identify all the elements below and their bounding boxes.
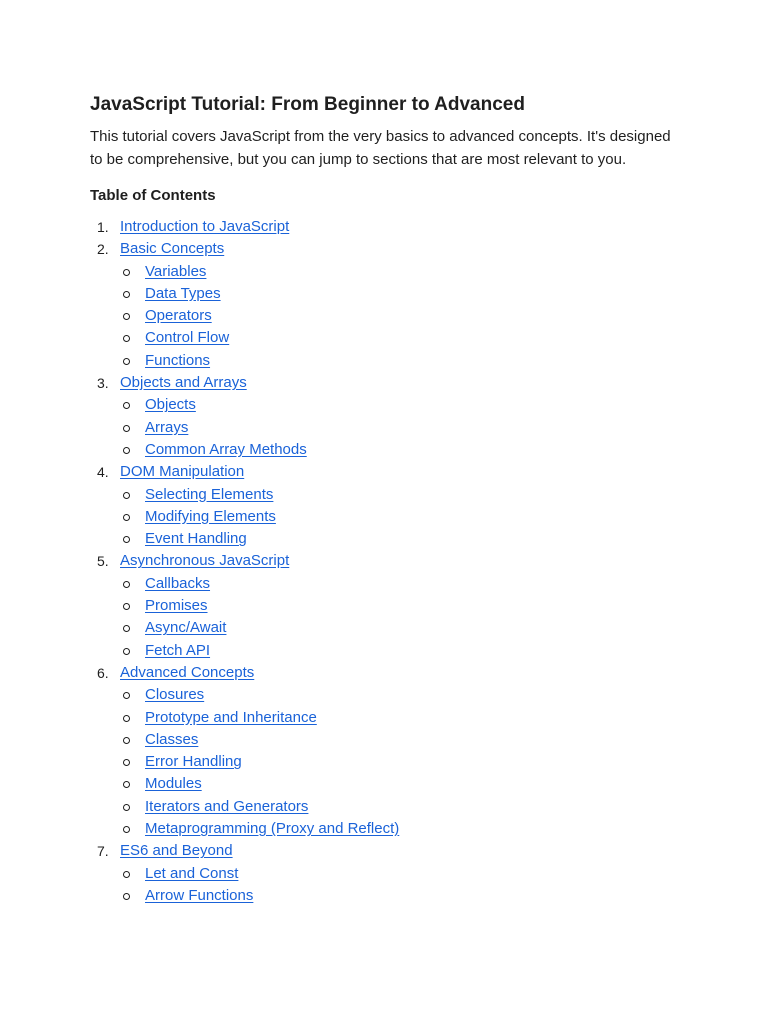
toc-sublink[interactable]: Functions: [145, 351, 211, 369]
hollow-circle-bullet-icon: [123, 781, 130, 788]
toc-subitem: [120, 885, 678, 907]
toc-subitem: [120, 305, 678, 327]
toc-subitem: [120, 283, 678, 305]
toc-item-number: 1.: [97, 219, 109, 235]
toc-sublink[interactable]: Modules: [145, 775, 202, 793]
toc-sublink[interactable]: Selecting Elements: [145, 485, 274, 503]
toc-sublink[interactable]: Callbacks: [145, 574, 211, 592]
table-of-contents: [90, 216, 678, 907]
hollow-circle-bullet-icon: [123, 581, 130, 588]
toc-sublink[interactable]: Objects: [145, 396, 196, 414]
toc-link[interactable]: Advanced Concepts: [120, 663, 255, 681]
toc-subitem: [120, 528, 678, 550]
toc-subitem: [120, 818, 678, 840]
toc-item: [90, 840, 678, 907]
hollow-circle-bullet-icon: [123, 603, 130, 610]
toc-item-number: 6.: [97, 664, 109, 681]
toc-sublink[interactable]: Closures: [145, 686, 205, 704]
toc-item-number: 5.: [97, 553, 109, 570]
toc-subitem: [120, 729, 678, 751]
toc-sublink[interactable]: Promises: [145, 597, 208, 615]
toc-item-number: 7.: [97, 843, 109, 860]
toc-subitem: [120, 261, 678, 283]
hollow-circle-bullet-icon: [123, 358, 130, 365]
toc-link[interactable]: Basic Concepts: [120, 240, 225, 258]
hollow-circle-bullet-icon: [123, 536, 130, 543]
hollow-circle-bullet-icon: [123, 759, 130, 766]
toc-sublink[interactable]: Async/Await: [145, 619, 227, 637]
toc-sublink[interactable]: Let and Const: [145, 864, 239, 882]
hollow-circle-bullet-icon: [123, 269, 130, 276]
toc-link[interactable]: DOM Manipulation: [120, 463, 245, 481]
hollow-circle-bullet-icon: [123, 425, 130, 432]
toc-item: [90, 216, 678, 238]
toc-subitem: [120, 506, 678, 528]
hollow-circle-bullet-icon: [123, 737, 130, 744]
toc-sublist: [120, 394, 678, 461]
hollow-circle-bullet-icon: [123, 893, 130, 900]
toc-subitem: [120, 707, 678, 729]
toc-item: [90, 238, 678, 372]
toc-sublist: [120, 261, 678, 372]
toc-subitem: [120, 595, 678, 617]
hollow-circle-bullet-icon: [123, 871, 130, 878]
toc-sublink[interactable]: Operators: [145, 307, 212, 325]
toc-sublink[interactable]: Prototype and Inheritance: [145, 708, 317, 726]
toc-item: [90, 461, 678, 550]
toc-link[interactable]: Introduction to JavaScript: [120, 218, 290, 235]
toc-sublink[interactable]: Metaprogramming (Proxy and Reflect): [145, 820, 400, 838]
toc-subitem: [120, 617, 678, 639]
hollow-circle-bullet-icon: [123, 692, 130, 699]
toc-subitem: [120, 751, 678, 773]
intro-paragraph: This tutorial covers JavaScript from the very basics to advanced concepts. It's designed to be comprehensive, but you can jump to sections that are most relevant to you.: [90, 128, 671, 168]
toc-subitem: [120, 394, 678, 416]
toc-sublink[interactable]: Event Handling: [145, 530, 247, 548]
toc-link[interactable]: ES6 and Beyond: [120, 842, 233, 860]
toc-item-number: 2.: [97, 241, 109, 258]
toc-sublink[interactable]: Common Array Methods: [145, 440, 307, 458]
hollow-circle-bullet-icon: [123, 625, 130, 632]
toc-subitem: [120, 573, 678, 595]
toc-sublink[interactable]: Modifying Elements: [145, 507, 276, 525]
toc-link[interactable]: Asynchronous JavaScript: [120, 552, 290, 570]
hollow-circle-bullet-icon: [123, 291, 130, 298]
toc-sublist: [120, 684, 678, 840]
hollow-circle-bullet-icon: [123, 514, 130, 521]
toc-sublist: [120, 863, 678, 908]
toc-sublink[interactable]: Variables: [145, 262, 207, 280]
toc-item-number: 3.: [97, 375, 109, 392]
hollow-circle-bullet-icon: [123, 492, 130, 499]
toc-sublink[interactable]: Data Types: [145, 284, 221, 302]
toc-sublist: [120, 484, 678, 551]
toc-sublink[interactable]: Arrays: [145, 418, 189, 436]
document-title: JavaScript Tutorial: From Beginner to Advanced: [90, 94, 525, 115]
toc-item: [90, 550, 678, 661]
hollow-circle-bullet-icon: [123, 804, 130, 811]
toc-subitem: [120, 796, 678, 818]
toc-heading: Table of Contents: [90, 187, 216, 204]
toc-sublink[interactable]: Classes: [145, 730, 199, 748]
hollow-circle-bullet-icon: [123, 313, 130, 320]
hollow-circle-bullet-icon: [123, 402, 130, 409]
toc-sublist: [120, 573, 678, 662]
toc-subitem: [120, 640, 678, 662]
toc-sublink[interactable]: Control Flow: [145, 329, 230, 347]
hollow-circle-bullet-icon: [123, 447, 130, 454]
hollow-circle-bullet-icon: [123, 335, 130, 342]
toc-sublink[interactable]: Arrow Functions: [145, 886, 254, 904]
toc-subitem: [120, 684, 678, 706]
toc-sublink[interactable]: Error Handling: [145, 753, 242, 771]
toc-subitem: [120, 773, 678, 795]
toc-subitem: [120, 484, 678, 506]
toc-subitem: [120, 327, 678, 349]
toc-item-number: 4.: [97, 464, 109, 481]
toc-item: [90, 662, 678, 840]
toc-subitem: [120, 439, 678, 461]
toc-subitem: [120, 417, 678, 439]
toc-item: [90, 372, 678, 461]
hollow-circle-bullet-icon: [123, 648, 130, 655]
toc-sublink[interactable]: Iterators and Generators: [145, 797, 309, 815]
hollow-circle-bullet-icon: [123, 715, 130, 722]
toc-link[interactable]: Objects and Arrays: [120, 374, 247, 392]
toc-sublink[interactable]: Fetch API: [145, 641, 211, 659]
toc-subitem: [120, 863, 678, 885]
toc-subitem: [120, 350, 678, 372]
hollow-circle-bullet-icon: [123, 826, 130, 833]
